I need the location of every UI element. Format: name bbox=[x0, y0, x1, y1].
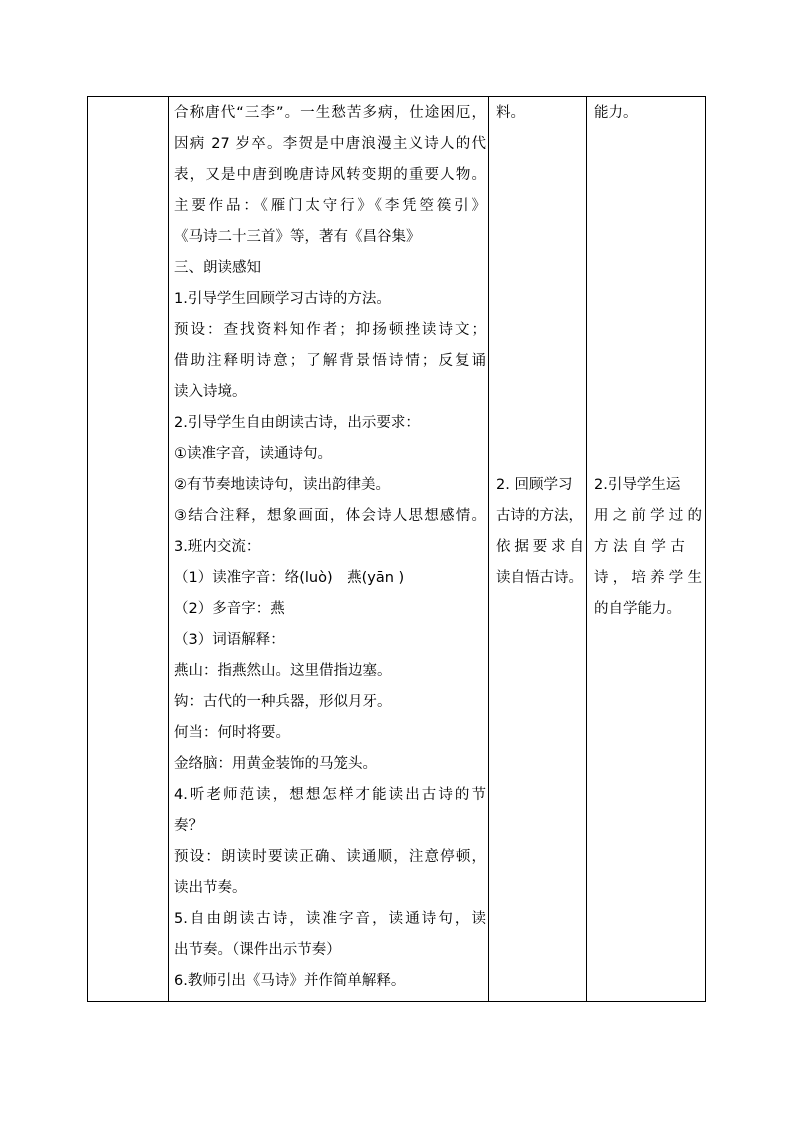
student-activity-cell bbox=[489, 97, 587, 1002]
content-line: （2）多音字：燕 bbox=[174, 601, 285, 617]
student-line: 古诗的方法， bbox=[496, 508, 583, 524]
content-line: 1.引导学生回顾学习古诗的方法。 bbox=[174, 291, 391, 307]
intent-line: 2.引导学生运 bbox=[594, 477, 681, 493]
intent-line: 诗，培养学生 bbox=[594, 570, 702, 586]
content-line: ②有节奏地读诗句，读出韵律美。 bbox=[174, 477, 390, 493]
content-line: 3.班内交流： bbox=[174, 539, 261, 555]
content-line: 读入诗境。 bbox=[174, 384, 247, 400]
content-line: （3）词语解释： bbox=[174, 632, 285, 648]
content-line: 出节奏。（课件出示节奏） bbox=[174, 942, 341, 958]
student-line: 2. 回顾学习 bbox=[496, 477, 573, 493]
student-line: 读自悟古诗。 bbox=[496, 570, 583, 586]
content-line: 合称唐代“三李”。一生愁苦多病，仕途困厄， bbox=[174, 105, 486, 121]
content-line: 5.自由朗读古诗，读准字音，读通诗句，读 bbox=[174, 911, 486, 927]
student-line: 料。 bbox=[496, 105, 525, 121]
content-line: 奏？ bbox=[174, 818, 203, 834]
content-line: 燕山：指燕然山。这里借指边塞。 bbox=[174, 663, 392, 679]
content-line: 主要作品：《雁门太守行》《李凭箜篌引》 bbox=[174, 198, 486, 214]
teaching-content-cell bbox=[169, 97, 489, 1002]
content-line: 表，又是中唐到晚唐诗风转变期的重要人物。 bbox=[174, 167, 486, 183]
table-row bbox=[88, 97, 706, 1002]
student-line: 依据要求自 bbox=[496, 539, 584, 555]
intent-line: 能力。 bbox=[594, 105, 638, 121]
content-line: （1）读准字音：络(luò) 燕(yān ) bbox=[174, 570, 405, 586]
section-heading: 三、朗读感知 bbox=[174, 260, 261, 276]
lesson-plan-table bbox=[87, 96, 706, 1002]
content-line: 预设：查找资料知作者；抑扬顿挫读诗文； bbox=[174, 322, 486, 338]
content-line: 读出节奏。 bbox=[174, 880, 247, 896]
content-line: 2.引导学生自由朗读古诗，出示要求： bbox=[174, 415, 420, 431]
content-line: 何当：何时将要。 bbox=[174, 725, 290, 741]
intent-line: 的自学能力。 bbox=[594, 601, 681, 617]
content-line: 金络脑：用黄金装饰的马笼头。 bbox=[174, 756, 377, 772]
content-line: 4.听老师范读，想想怎样才能读出古诗的节 bbox=[174, 787, 486, 803]
design-intent-cell bbox=[587, 97, 706, 1002]
intent-line: 方 法 自 学 古 bbox=[594, 539, 685, 555]
empty-cell bbox=[88, 97, 169, 1002]
intent-line: 用之前学过的 bbox=[594, 508, 702, 524]
content-line: ③结合注释，想象画面，体会诗人思想感情。 bbox=[174, 508, 486, 524]
content-line: 预设：朗读时要读正确、读通顺，注意停顿， bbox=[174, 849, 486, 865]
content-line: ①读准字音，读通诗句。 bbox=[174, 446, 332, 462]
content-line: 因病 27 岁卒。李贺是中唐浪漫主义诗人的代 bbox=[174, 136, 486, 152]
content-line: 6.教师引出《马诗》并作简单解释。 bbox=[174, 973, 406, 989]
content-line: 借助注释明诗意；了解背景悟诗情；反复诵 bbox=[174, 353, 486, 369]
content-line: 钩：古代的一种兵器，形似月牙。 bbox=[174, 694, 392, 710]
content-line: 《马诗二十三首》等，著有《昌谷集》 bbox=[174, 229, 421, 245]
